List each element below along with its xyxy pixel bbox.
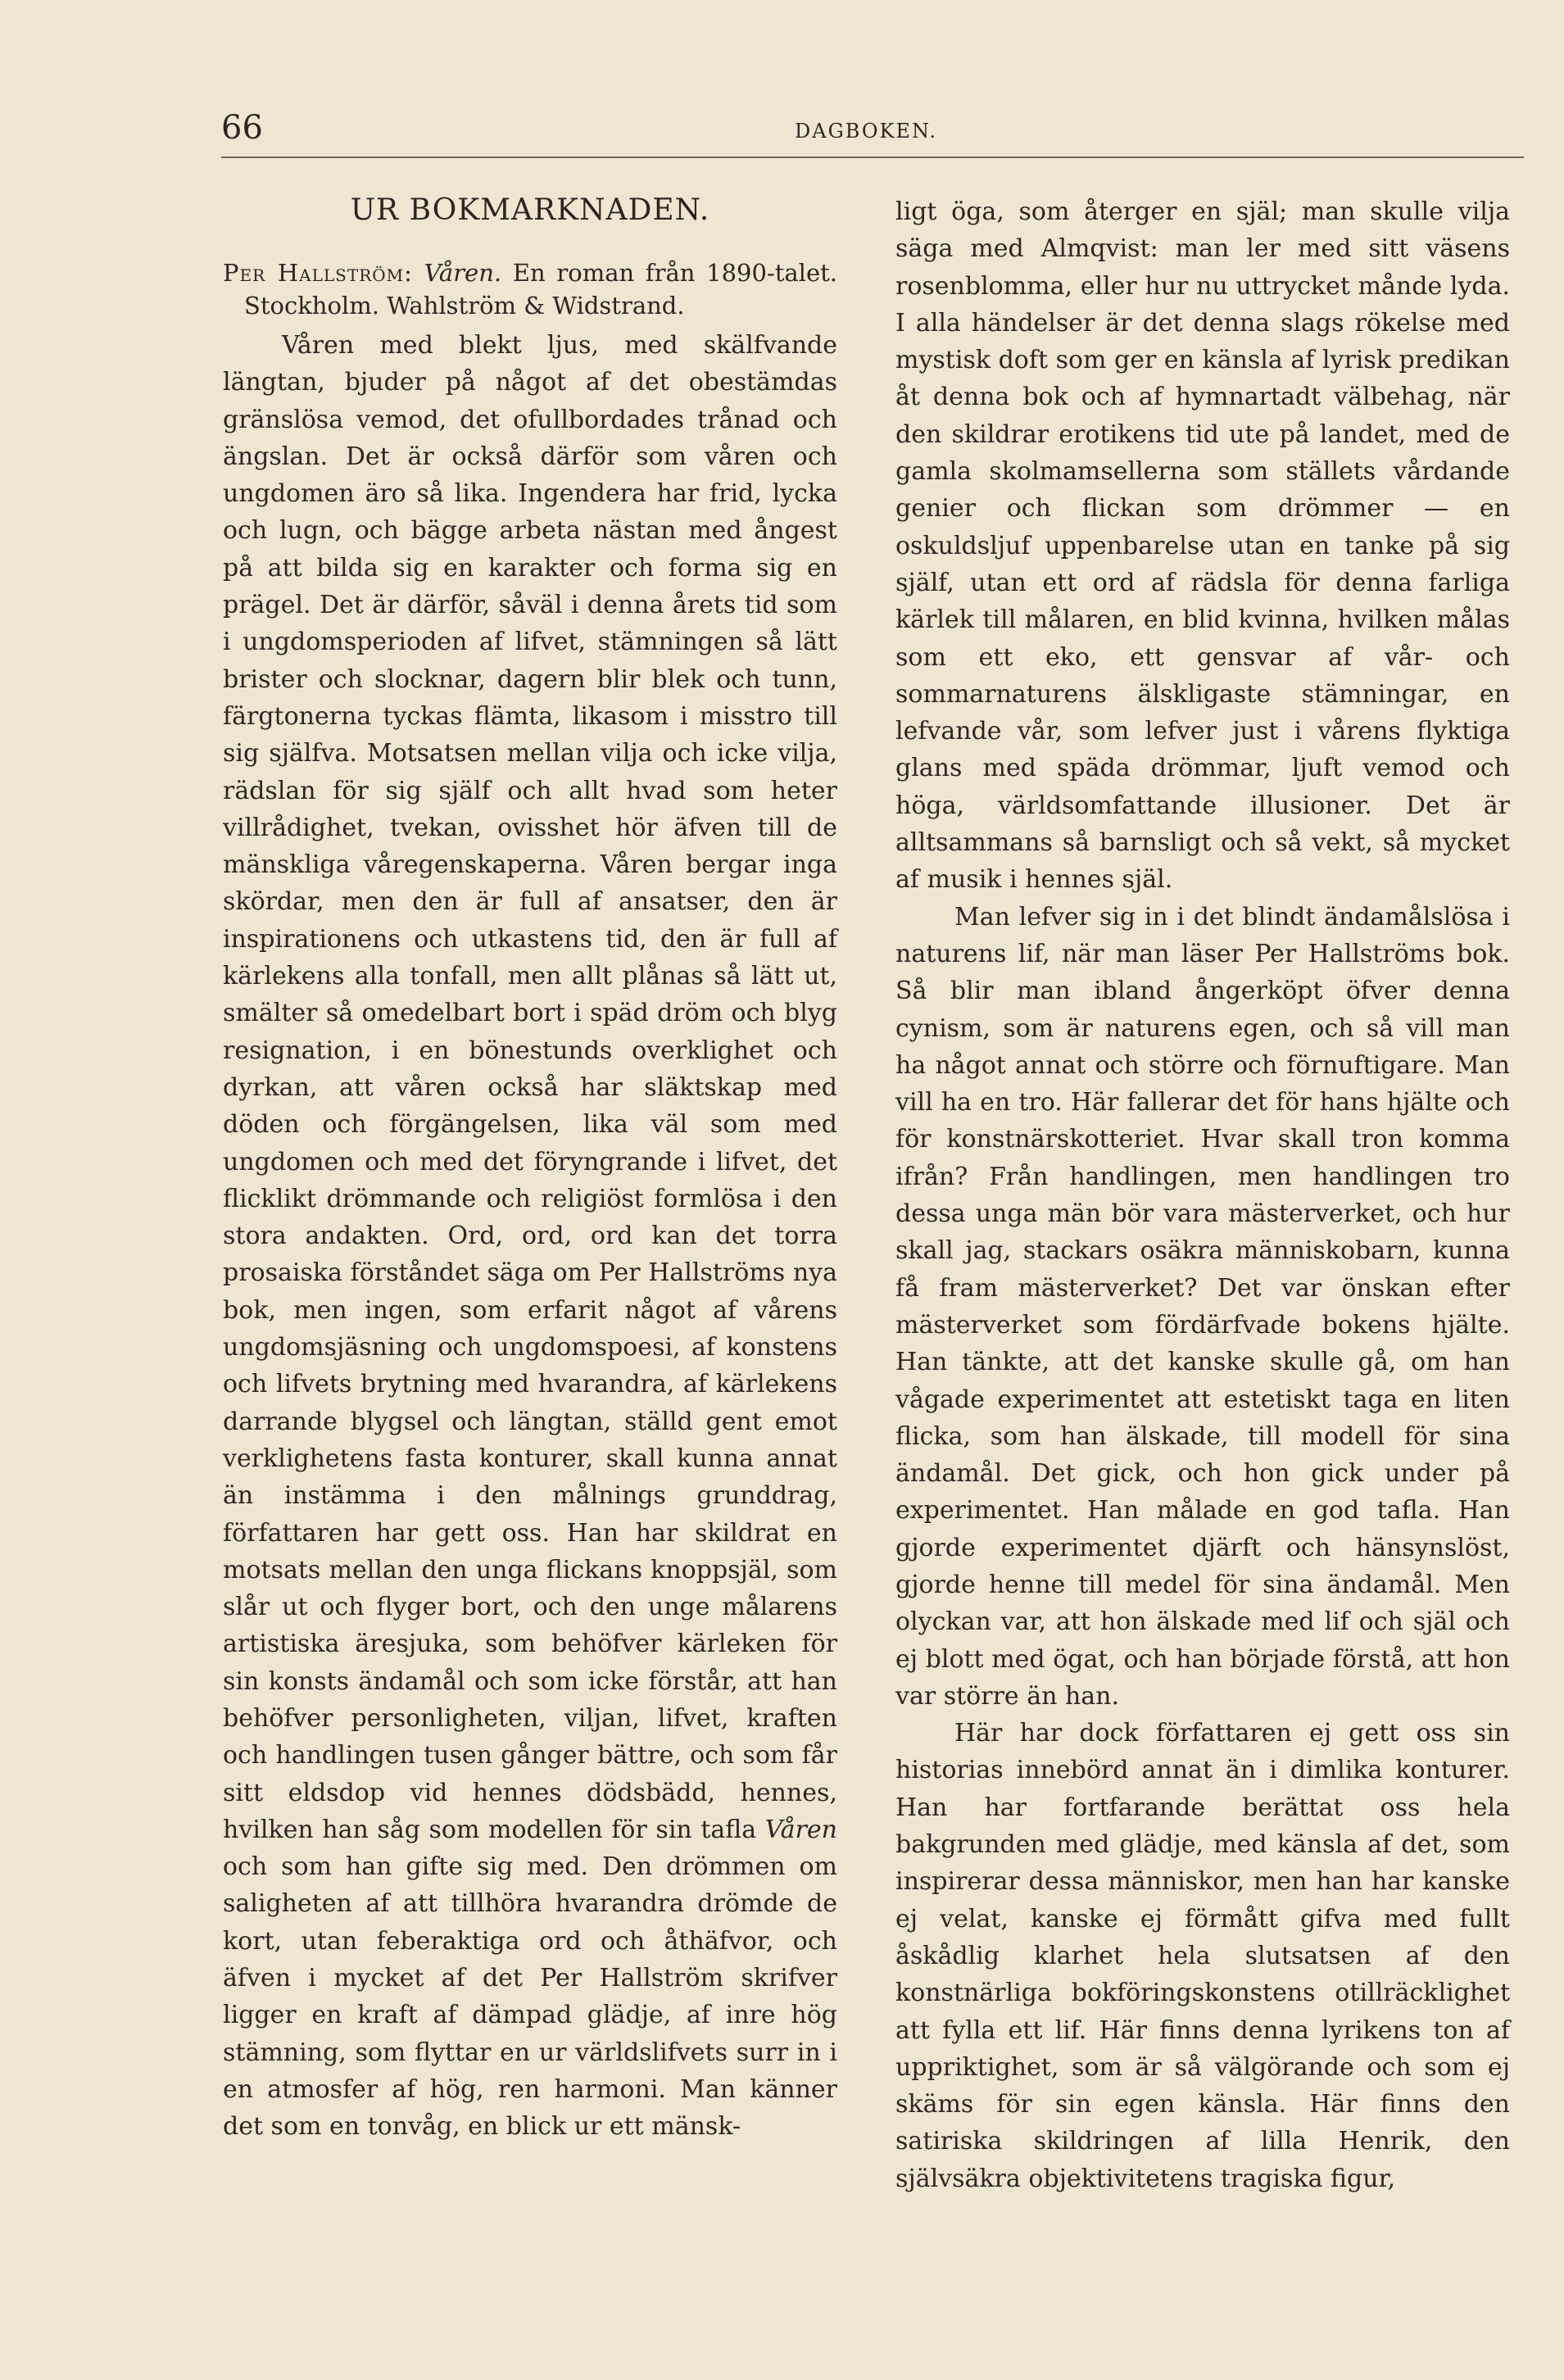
header-rule [221, 156, 1524, 158]
review-title: Våren. [424, 259, 502, 287]
review-details: En roman från 1890-talet. Stockholm. Wahlström & Widstrand. [244, 259, 837, 320]
body-paragraph: ligt öga, som återger en själ; man skulle vilja säga med Almqvist: man ler med sitt väsens rosenblomma, eller hur nu uttrycket månde lyda. I alla händelser är det denna slags rökelse med mystisk doft som ger en känsla af lyrisk predikan åt denna bok och af hymnartadt välbehag, när den skildrar erotikens tid ute på landet, med de gamla skolmamsellerna som ställets vårdande genier och flickan som drömmer — en oskuldsljuf uppenbarelse utan en tanke på sig själf, utan ett ord af rädsla för denna farliga kärlek till målaren, en blid kvinna, hvilken målas som ett eko, ett gensvar af vår- och sommarnaturens älskligaste stämningar, en lefvande vår, som lefver just i vårens flyktiga glans med späda drömmar, ljuft vemod och höga, världsomfattande illusioner. Det är alltsammans så barnsligt och så vekt, så mycket af musik i hennes själ. [895, 197, 1510, 895]
body-paragraph: Man lefver sig in i det blindt ändamålslösa i naturens lif, när man läser Per Hallströms bok. Så blir man ibland ångerköpt öfver denna cynism, som är naturens egen, och så vill man ha något annat och större och förnuftigare. Man vill ha en tro. Här fallerar det för hans hjälte och för konstnärskotteriet. Hvar skall tron komma ifrån? Från handlingen, men handlingen tro dessa unga män bör vara mästerverket, och hur skall jag, stackars osäkra människobarn, kunna få fram mästerverket? Det var önskan efter mästerverket som fördärfvade bokens hjälte. Han tänkte, att det kanske skulle gå, om han vågade experimentet att estetiskt taga en liten flicka, som han älskade, till modell för sina ändamål. Det gick, och hon gick under på experimentet. Han målade en god tafla. Han gjorde experimentet djärft och hänsynslöst, gjorde henne till medel för sina ändamål. Men olyckan var, att hon älskade med lif och själ och ej blott med ögat, och han började förstå, att hon var större än han. [895, 902, 1510, 1711]
left-column [223, 176, 837, 2146]
running-head: DAGBOKEN. [795, 120, 938, 143]
page-number: 66 [221, 109, 263, 147]
right-column [895, 193, 1510, 2197]
paragraph-text: Våren med blekt ljus, med skälfvande längtan, bjuder på något af det obestämdas gränslösa vemod, det ofullbordades trånad och ängslan. Det är också därför som våren och ungdomen äro så lika. Ingendera har frid, lycka och lugn, och bägge arbeta nästan med ångest på att bilda sig en karakter och forma sig en prägel. Det är därför, såväl i denna årets tid som i ungdomsperioden af lifvet, stämningen så lätt brister och slocknar, dagern blir blek och tunn, färgtonerna tyckas flämta, likasom i misstro till sig själfva. Motsatsen mellan vilja och icke vilja, rädslan för sig själf och allt hvad som heter villrådighet, tvekan, ovisshet hör äfven till de mänskliga våregenskaperna. Våren bergar inga skördar, men den är full af ansatser, den är inspirationens och utkastens tid, den är full af kärlekens alla tonfall, men allt plånas så lätt ut, smälter så omedelbart bort i späd dröm och blyg resignation, i en bönestunds overklighet och dyrkan, att våren också har släktskap med döden och förgängelsen, lika väl som med ungdomen och med det föryngrande i lifvet, det flicklikt drömmande och religiöst formlösa i den stora andakten. Ord, ord, ord kan det torra prosaiska förståndet säga om Per Hallströms nya bok, men ingen, som erfarit något af vårens ungdomsjäsning och ungdomspoesi, af konstens och lifvets brytning med hvarandra, af kärlekens darrande blygsel och längtan, ställd gent emot verklighetens fasta konturer, skall kunna annat än instämma i den målnings grunddrag, författaren har gett oss. Han har skildrat en motsats mellan den unga flickans knoppsjäl, som slår ut och flyger bort, och den unge målarens artistiska äresjuka, som behöfver kärleken för sin konsts ändamål och som icke förstår, att han behöfver personligheten, viljan, lifvet, kraften och handlingen tusen gånger bättre, och som får sitt eldsdop vid hennes dödsbädd, hennes, hvilken han såg som modellen för sin tafla [223, 331, 837, 1844]
paragraph-text-end: och som han gifte sig med. Den drömmen om saligheten af att tillhöra hvarandra drömde de kort, utan feberaktiga ord och åthäfvor, och äfven i mycket af det Per Hallström skrifver ligger en kraft af dämpad glädje, af inre hög stämning, som flyttar en ur världslifvets surr in i en atmosfer af hög, ren harmoni. Man känner det som en tonvåg, en blick ur ett mänsk- [223, 1852, 837, 2142]
body-paragraph: Här har dock författaren ej gett oss sin historias innebörd annat än i dimlika konturer. Han har fortfarande berättat oss hela bakgrunden med glädje, med känsla af det, som inspirerar dessa människor, men han har kanske ej velat, kanske ej förmått gifva med fullt åskådlig klarhet hela slutsatsen af den konstnärliga bokföringskonstens otillräcklighet att fylla ett lif. Här finns denna lyrikens ton af uppriktighet, som är så välgörande och som ej skäms för sin egen känsla. Här finns den satiriska skildringen af lilla Henrik, den självsäkra objektivitetens tragiska figur, [895, 1719, 1510, 2193]
review-citation [223, 256, 837, 322]
italic-title: Våren [764, 1815, 837, 1844]
section-heading: UR BOKMARKNADEN. [350, 193, 710, 227]
body-paragraph [223, 327, 837, 2146]
review-author: Per Hallström: [223, 259, 413, 287]
